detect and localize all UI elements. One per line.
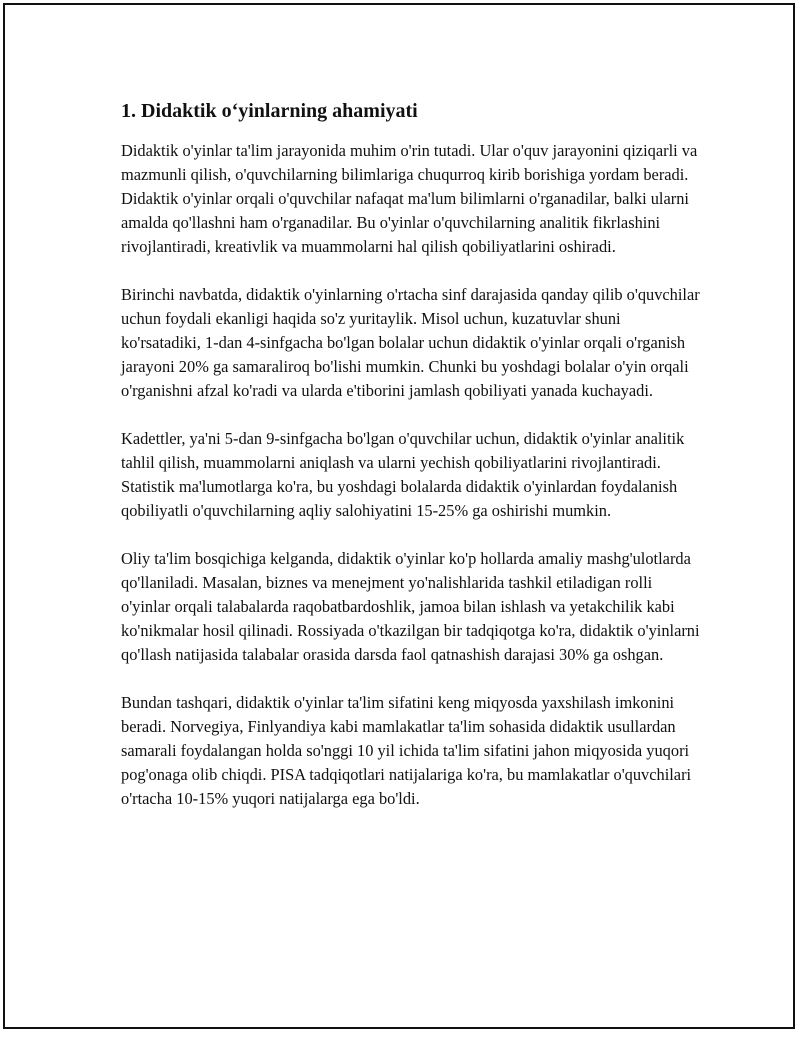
paragraph-4: Oliy ta'lim bosqichiga kelganda, didaktik o'yinlar ko'p hollarda amaliy mashg'ulotlarda qo'llaniladi. Masalan, biznes va menejment yo'nalishlarida tashkil etiladigan rolli o'yinlar orqali talabalarda raqobatbardoshlik, jamoa bilan ishlash va yetakchilik kabi ko'nikmalar hosil qilinadi. Rossiyada o'tkazilgan bir tadqiqotga ko'ra, didaktik o'yinlarni qo'llash natijasida talabalar orasida darsda faol qatnashish darajasi 30% ga oshgan. xyxy=(121,549,700,664)
paragraph-5: Bundan tashqari, didaktik o'yinlar ta'lim sifatini keng miqyosda yaxshilash imkonini beradi. Norvegiya, Finlyandiya kabi mamlakatlar ta'lim sohasida didaktik usullardan samarali foydalangan holda so'nggi 10 yil ichida ta'lim sifatini jahon miqyosida yuqori pog'onaga olib chiqdi. PISA tadqiqotlari natijalariga ko'ra, bu mamlakatlar o'quvchilari o'rtacha 10-15% yuqori natijalarga ega bo'ldi. xyxy=(121,693,692,808)
document-page xyxy=(3,3,795,1029)
paragraph-3: Kadettler, ya'ni 5-dan 9-sinfgacha bo'lgan o'quvchilar uchun, didaktik o'yinlar analitik tahlil qilish, muammolarni aniqlash va ularni yechish qobiliyatlarini rivojlantiradi. Statistik ma'lumotlarga ko'ra, bu yoshdagi bolalarda didaktik o'yinlardan foydalanish qobiliyatli o'quvchilarning aqliy salohiyatini 15-25% ga oshirishi mumkin. xyxy=(121,429,685,520)
paragraph-1: Didaktik o'yinlar ta'lim jarayonida muhim o'rin tutadi. Ular o'quv jarayonini qiziqarli va mazmunli qilish, o'quvchilarning bilimlariga chuqurroq kirib borishiga yordam beradi. Didaktik o'yinlar orqali o'quvchilar nafaqat ma'lum bilimlarni o'rganadilar, balki ularni amalda qo'llashni ham o'rganadilar. Bu o'yinlar o'quvchilarning analitik fikrlashini rivojlantiradi, kreativlik va muammolarni hal qilish qobiliyatlarini oshiradi. xyxy=(121,141,698,256)
document-body xyxy=(121,97,701,835)
paragraph-2: Birinchi navbatda, didaktik o'yinlarning o'rtacha sinf darajasida qanday qilib o'quvchilar uchun foydali ekanligi haqida so'z yuritaylik. Misol uchun, kuzatuvlar shuni ko'rsatadiki, 1-dan 4-sinfgacha bo'lgan bolalar uchun didaktik o'yinlar orqali o'rganish jarayoni 20% ga samaraliroq bo'lishi mumkin. Chunki bu yoshdagi bolalar o'yin orqali o'rganishni afzal ko'radi va ularda e'tiborini jamlash qobiliyati yanada kuchayadi. xyxy=(121,285,700,400)
section-heading: 1. Didaktik o‘yinlarning ahamiyati xyxy=(121,100,418,122)
